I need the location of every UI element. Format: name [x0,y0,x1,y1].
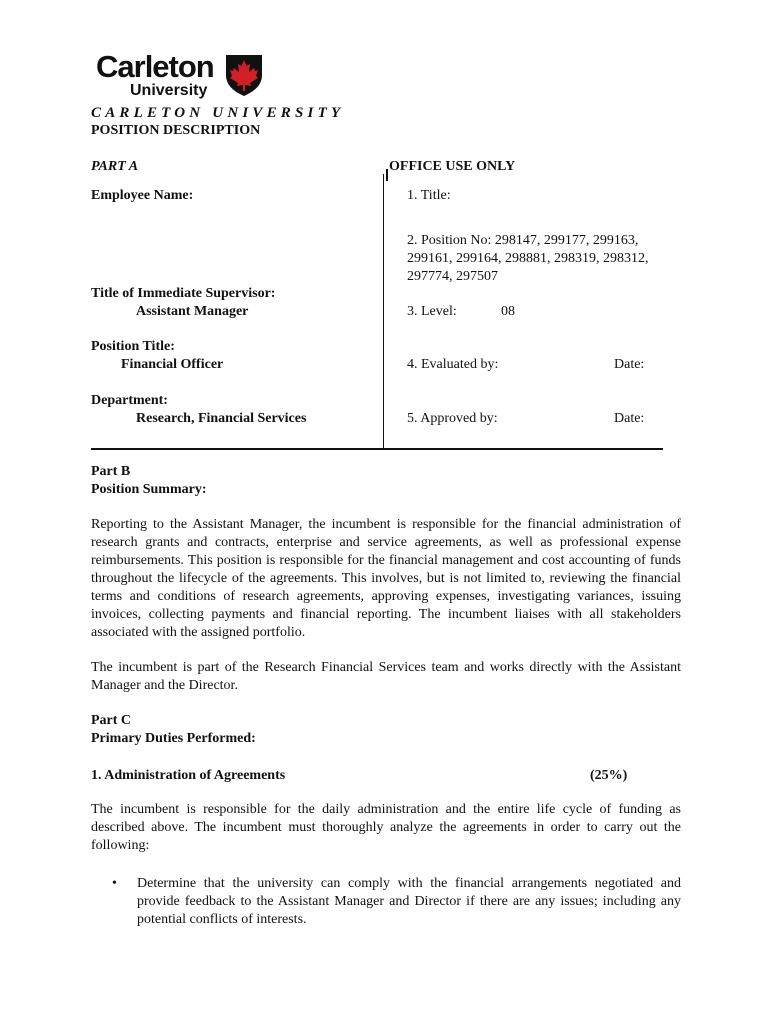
primary-duties-heading: Primary Duties Performed: [91,731,256,746]
duty-1-description: The incumbent is responsible for the daily administration and the entire life cycle of funding as described above. The incumbent must thoroughly analyze the agreements in order to carry out the following: [91,802,681,853]
approved-date-label: Date: [614,411,645,426]
supervisor-value: Assistant Manager [136,304,249,319]
employee-name-label: Employee Name: [91,188,194,203]
university-heading: CARLETON UNIVERSITY [91,105,345,121]
maple-leaf-shield-icon [224,53,264,102]
logo-subtitle: University [130,82,208,99]
approved-by-label: 5. Approved by: [407,411,498,426]
position-no-line-3: 297774, 297507 [407,269,498,284]
bullet-text: Determine that the university can comply with the financial arrangements negotiated and provide feedback to the Assistant Manager and Director if there are any issues; including any potential conflicts of interests. [137,876,681,927]
bullet-icon: • [112,876,117,891]
duty-1-title: 1. Administration of Agreements [91,768,286,783]
column-divider-tick [386,169,388,181]
logo-wordmark: Carleton [96,49,214,84]
department-label: Department: [91,393,168,408]
level-label: 3. Level: [407,304,457,319]
position-no-line-2: 299161, 299164, 298881, 298319, 298312, [407,251,649,266]
column-divider [383,174,384,449]
duty-1-percentage: (25%) [590,768,628,783]
position-title-label: Position Title: [91,339,175,354]
office-use-heading: OFFICE USE ONLY [389,159,516,174]
duty-1-bullet-list [91,875,681,929]
position-title-value: Financial Officer [121,357,224,372]
part-a-heading: PART A [91,159,139,174]
document-title: POSITION DESCRIPTION [91,123,261,138]
part-b-heading: Part B [91,464,131,479]
position-summary-heading: Position Summary: [91,482,207,497]
evaluated-by-label: 4. Evaluated by: [407,357,499,372]
part-c-heading: Part C [91,713,132,728]
evaluated-date-label: Date: [614,357,645,372]
title-field-label: 1. Title: [407,188,451,203]
position-no-line-1: 2. Position No: 298147, 299177, 299163, [407,233,639,248]
level-value: 08 [501,304,515,319]
list-item [91,875,681,929]
position-summary-paragraph: Reporting to the Assistant Manager, the incumbent is responsible for the financial administration of research grants and contracts, enterprise and service agreements, as well as professional expense reimbursements. This position is responsible for the financial management and cost accounting of funds throughout the lifecycle of the agreements. This involves, but is not limited to, reviewing the financial terms and conditions of research agreements, approving expenses, investigating variances, issuing invoices, collecting payments and financial reporting. The incumbent liaises with all stakeholders associated with the assigned portfolio. [91,517,681,640]
department-value: Research, Financial Services [136,411,307,426]
section-divider [91,448,663,450]
team-paragraph: The incumbent is part of the Research Financial Services team and works directly with the Assistant Manager and the Director. [91,660,681,693]
supervisor-label: Title of Immediate Supervisor: [91,286,276,301]
